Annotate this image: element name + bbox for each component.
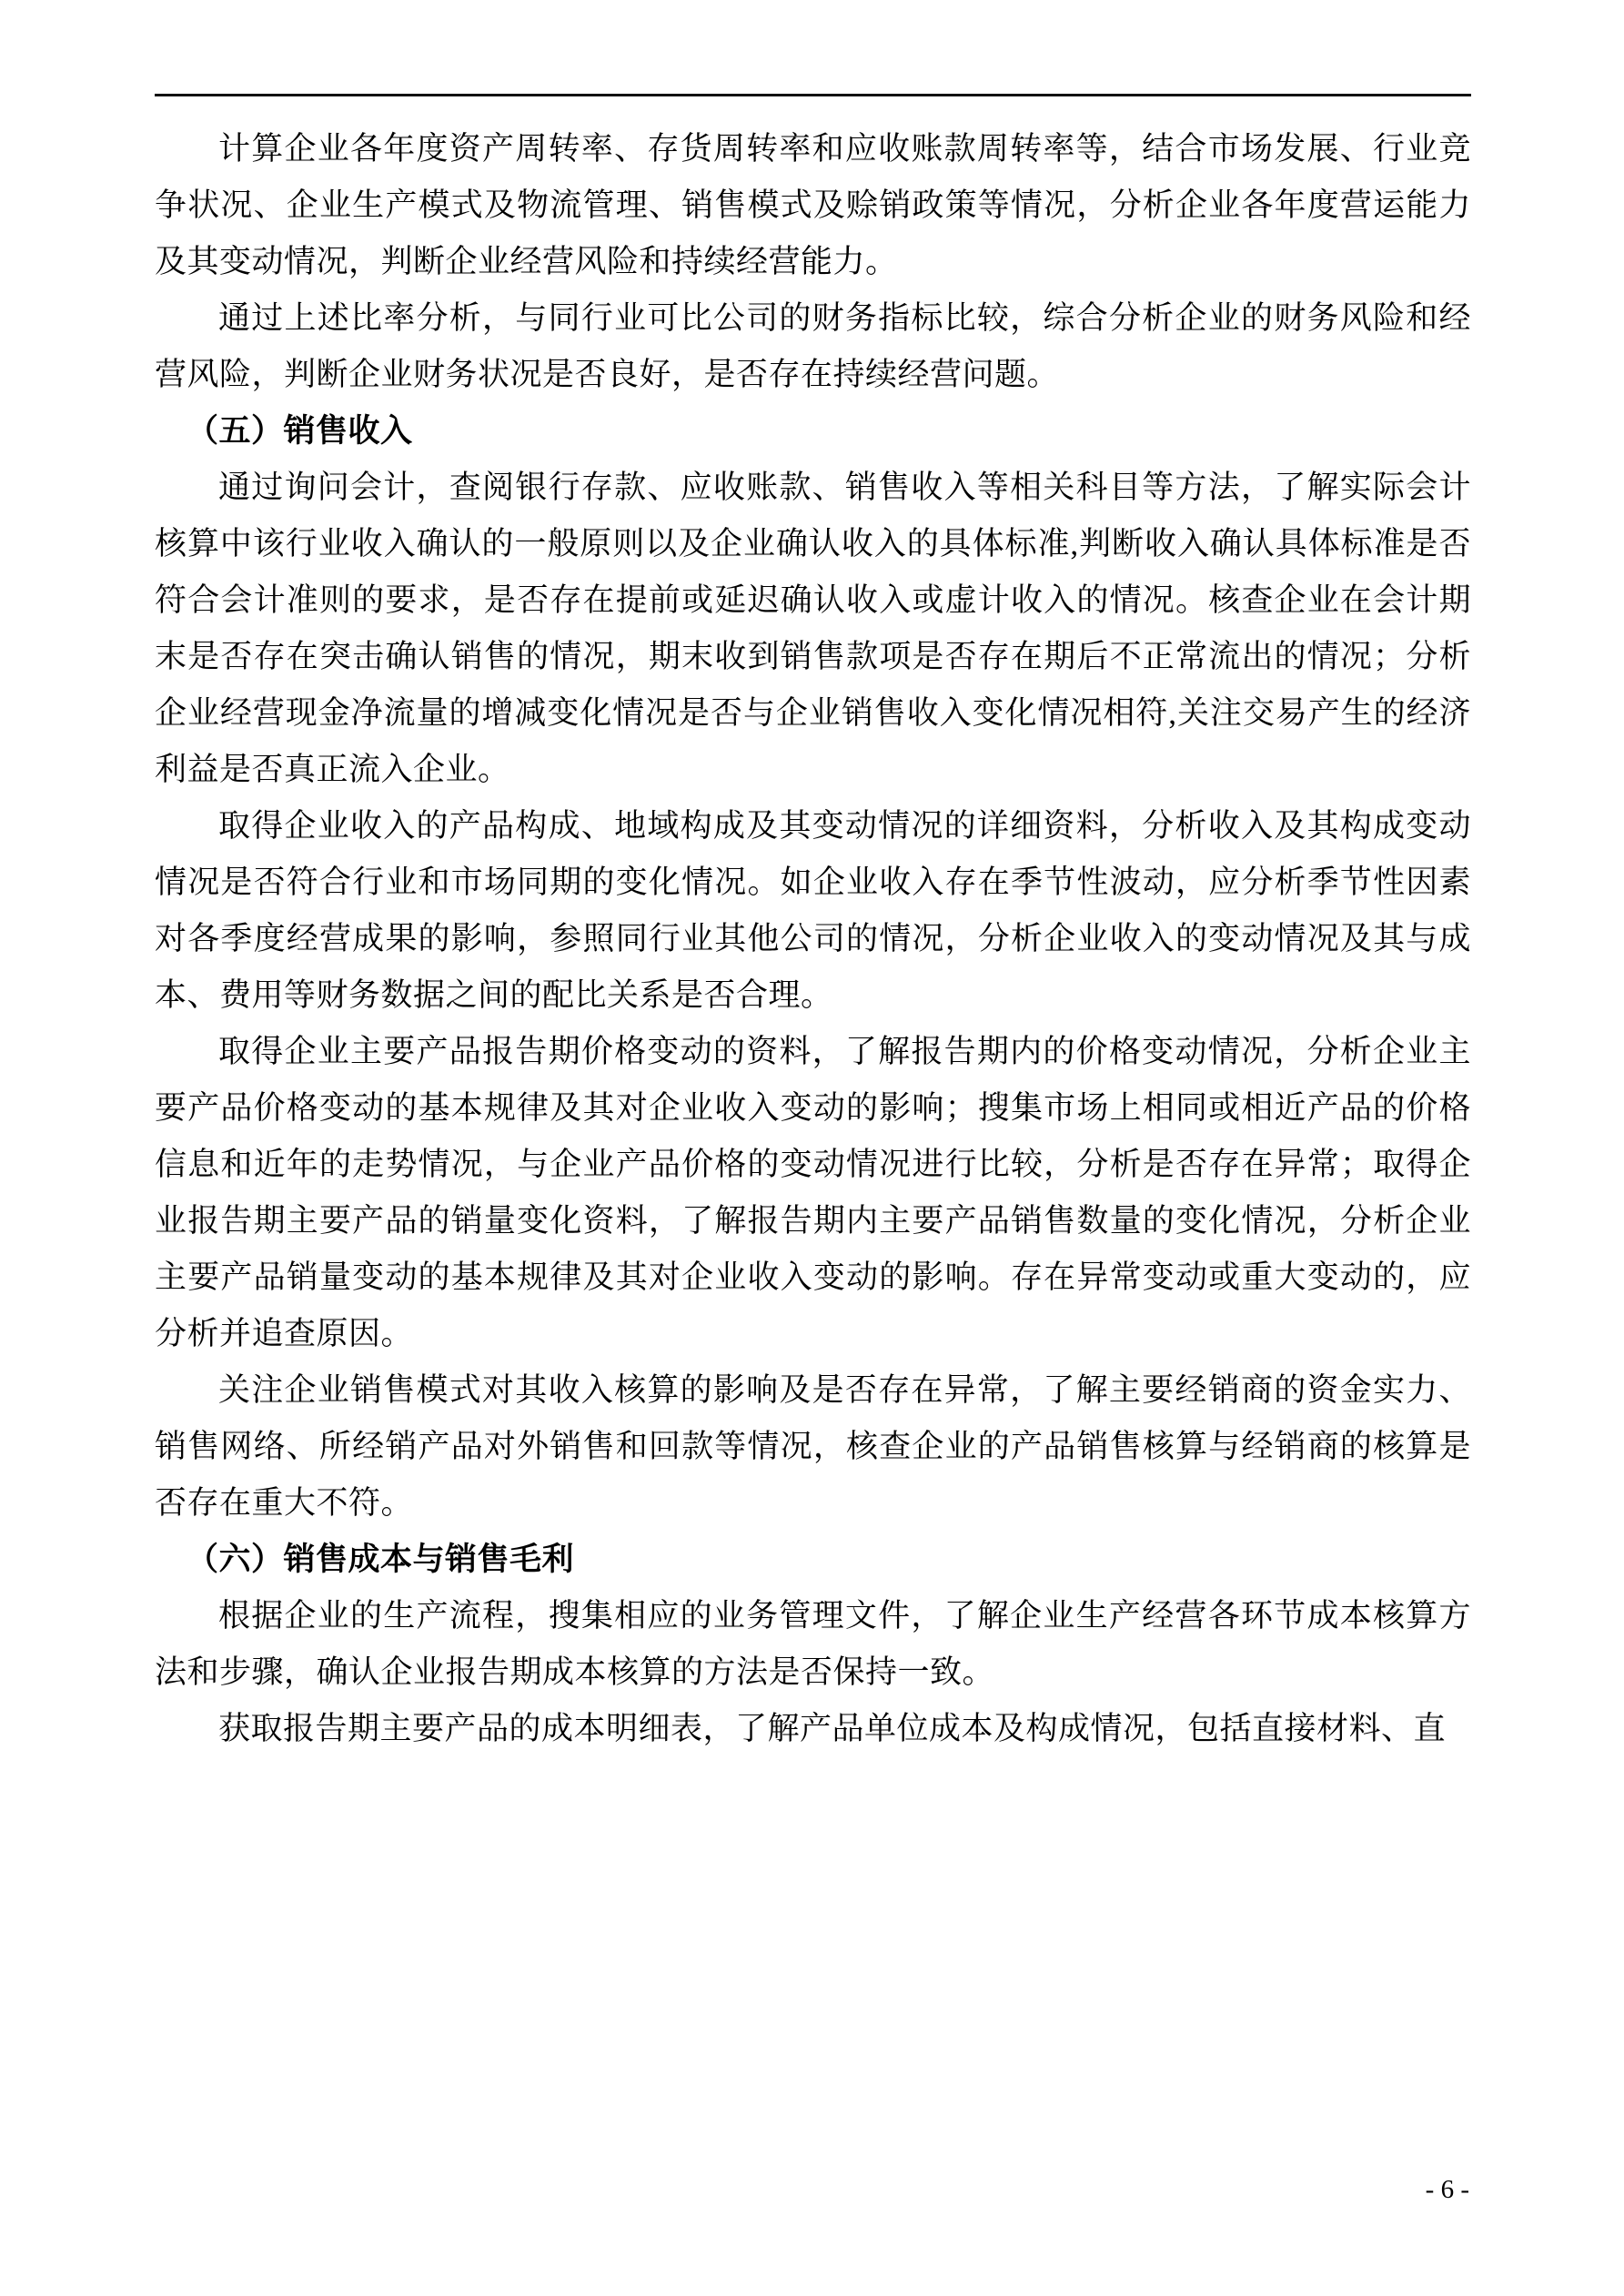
paragraph: 取得企业主要产品报告期价格变动的资料，了解报告期内的价格变动情况，分析企业主要产品价格变动的基本规律及其对企业收入变动的影响；搜集市场上相同或相近产品的价格信息和近年的走势情况，与企业产品价格的变动情况进行比较，分析是否存在异常；取得企业报告期主要产品的销量变化资料，了解报告期内主要产品销售数量的变化情况，分析企业主要产品销量变动的基本规律及其对企业收入变动的影响。存在异常变动或重大变动的，应分析并追查原因。 (155, 1034, 1471, 1351)
paragraph: 根据企业的生产流程，搜集相应的业务管理文件，了解企业生产经营各环节成本核算方法和步骤，确认企业报告期成本核算的方法是否保持一致。 (155, 1598, 1471, 1690)
paragraph: 获取报告期主要产品的成本明细表，了解产品单位成本及构成情况，包括直接材料、直 (218, 1711, 1447, 1746)
page-number: - 6 - (1425, 2175, 1469, 2204)
section-heading-sales-revenue: （五）销售收入 (187, 413, 413, 449)
paragraph: 通过上述比率分析，与同行业可比公司的财务指标比较，综合分析企业的财务风险和经营风险，判断企业财务状况是否良好，是否存在持续经营问题。 (155, 300, 1471, 392)
paragraph: 取得企业收入的产品构成、地域构成及其变动情况的详细资料，分析收入及其构成变动情况是否符合行业和市场同期的变化情况。如企业收入存在季节性波动，应分析季节性因素对各季度经营成果的影响，参照同行业其他公司的情况，分析企业收入的变动情况及其与成本、费用等财务数据之间的配比关系是否合理。 (155, 808, 1471, 1013)
paragraph: 通过询问会计，查阅银行存款、应收账款、销售收入等相关科目等方法，了解实际会计核算中该行业收入确认的一般原则以及企业确认收入的具体标准,判断收入确认具体标准是否符合会计准则的要求，是否存在提前或延迟确认收入或虚计收入的情况。核查企业在会计期末是否存在突击确认销售的情况，期末收到销售款项是否存在期后不正常流出的情况；分析企业经营现金净流量的增减变化情况是否与企业销售收入变化情况相符,关注交易产生的经济利益是否真正流入企业。 (155, 470, 1471, 787)
page-footer (1426, 2173, 1469, 2206)
header-rule (155, 94, 1471, 96)
paragraph: 关注企业销售模式对其收入核算的影响及是否存在异常，了解主要经销商的资金实力、销售网络、所经销产品对外销售和回款等情况，核查企业的产品销售核算与经销商的核算是否存在重大不符。 (155, 1372, 1471, 1521)
section-heading-sales-cost-gross-profit: （六）销售成本与销售毛利 (187, 1542, 575, 1577)
paragraph: 计算企业各年度资产周转率、存货周转率和应收账款周转率等，结合市场发展、行业竞争状况、企业生产模式及物流管理、销售模式及赊销政策等情况，分析企业各年度营运能力及其变动情况，判断企业经营风险和持续经营能力。 (155, 131, 1471, 279)
document-body (155, 121, 1471, 1757)
